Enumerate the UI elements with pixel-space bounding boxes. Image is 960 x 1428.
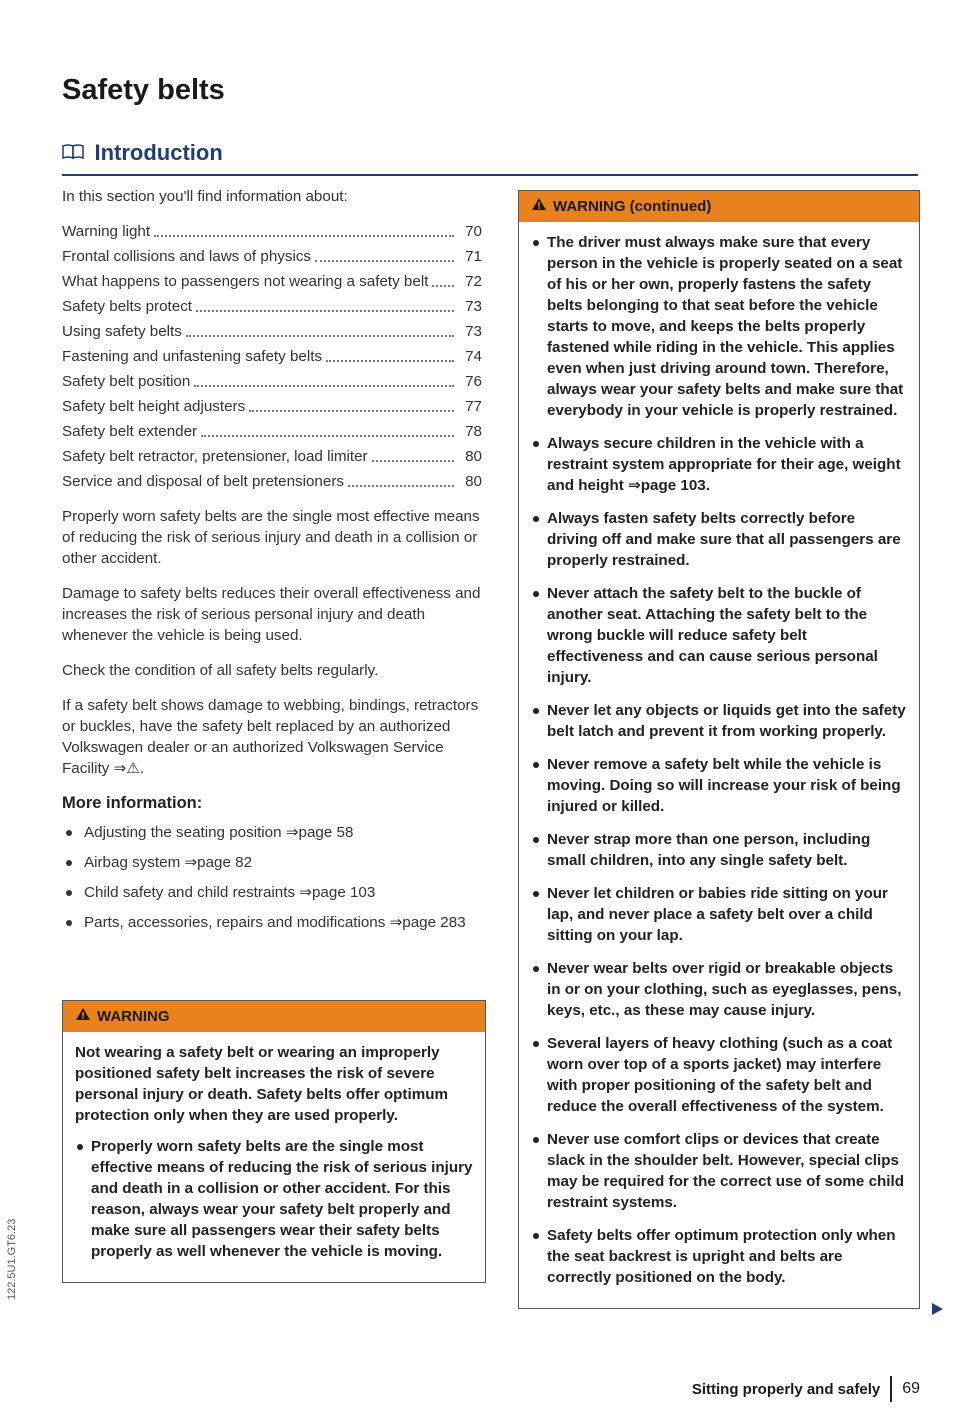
- warning-triangle-icon: [531, 196, 547, 217]
- warning-item: Never let any objects or liquids get into the safety belt latch and prevent it from working properly.: [531, 700, 907, 742]
- toc-list: [62, 221, 482, 492]
- toc-item[interactable]: What happens to passengers not wearing a safety belt 72: [62, 273, 482, 290]
- page-footer: [620, 1376, 920, 1402]
- warning-header: [519, 191, 919, 222]
- toc-item[interactable]: Warning light 70: [62, 223, 482, 240]
- warning-item: Never remove a safety belt while the vehicle is moving. Doing so will increase your risk of being injured or killed.: [531, 754, 907, 817]
- book-icon: [62, 143, 84, 164]
- section-title: Introduction: [94, 140, 223, 165]
- more-info-item[interactable]: Child safety and child restraints ⇒page 103: [62, 882, 482, 903]
- more-info-item[interactable]: Adjusting the seating position ⇒page 58: [62, 822, 482, 843]
- toc-item[interactable]: Safety belt retractor, pretensioner, load limiter 80: [62, 448, 482, 465]
- warning-title: WARNING: [97, 1008, 170, 1025]
- warning-item: The driver must always make sure that every person in the vehicle is properly seated on a seat of his or her own, properly fastens the safety belts belonging to that seat before the vehicle starts to move, and keeps the belts properly fastened while riding in the vehicle. This applies even when just driving around town. Therefore, always wear your safety belts and make sure that everybody in your vehicle is properly restrained.: [531, 232, 907, 421]
- toc-item[interactable]: Using safety belts 73: [62, 323, 482, 340]
- side-code: 122.5U1.GT6.23: [6, 1218, 18, 1300]
- warning-item: Always secure children in the vehicle with a restraint system appropriate for their age, weight and height ⇒page 103.: [531, 433, 907, 496]
- toc-item[interactable]: Service and disposal of belt pretensioners 80: [62, 473, 482, 490]
- more-info-heading: More information:: [62, 794, 203, 812]
- warning-item: Always fasten safety belts correctly before driving off and make sure that all passengers are properly restrained.: [531, 508, 907, 571]
- body-paragraph: If a safety belt shows damage to webbing, bindings, retractors or buckles, have the safety belt replaced by an authorized Volkswagen dealer or an authorized Volkswagen Service Facility ⇒⚠.: [62, 697, 479, 777]
- left-column: [62, 186, 482, 942]
- footer-chapter: Sitting properly and safely: [691, 1380, 881, 1398]
- toc-item[interactable]: Frontal collisions and laws of physics 71: [62, 248, 482, 265]
- toc-item[interactable]: Safety belt extender 78: [62, 423, 482, 440]
- warning-item: Never wear belts over rigid or breakable objects in or on your clothing, such as eyeglasses, pens, keys, etc., as these may cause injury.: [531, 958, 907, 1021]
- toc-item[interactable]: Safety belts protect 73: [62, 298, 482, 315]
- warning-box-continued: [518, 190, 920, 1309]
- warning-item: Several layers of heavy clothing (such as a coat worn over top of a sports jacket) may interfere with proper positioning of the safety belt and reduce the overall effectiveness of the system.: [531, 1033, 907, 1117]
- more-info-item[interactable]: Parts, accessories, repairs and modifications ⇒page 283: [62, 912, 482, 933]
- more-info-item[interactable]: Airbag system ⇒page 82: [62, 852, 482, 873]
- toc-item[interactable]: Safety belt position 76: [62, 373, 482, 390]
- warning-triangle-icon: [75, 1006, 91, 1027]
- warning-item: Properly worn safety belts are the single most effective means of reducing the risk of serious injury and death in a collision or other accident. For this reason, always wear your safety belt properly and make sure all passengers wear their safety belts properly as well whenever the vehicle is moving.: [75, 1136, 473, 1262]
- warning-title: WARNING (continued): [553, 198, 712, 215]
- toc-item[interactable]: Fastening and unfastening safety belts 74: [62, 348, 482, 365]
- warning-intro: Not wearing a safety belt or wearing an improperly positioned safety belt increases the risk of severe personal injury or death. Safety belts offer optimum protection only when they are used properly.: [75, 1044, 448, 1124]
- warning-box: [62, 1000, 486, 1283]
- footer-page-number: 69: [902, 1380, 920, 1397]
- section-header: [62, 140, 918, 176]
- footer-divider: [890, 1376, 892, 1402]
- intro-text: In this section you'll find information about:: [62, 188, 348, 205]
- warning-item: Safety belts offer optimum protection only when the seat backrest is upright and belts are correctly positioned on the body.: [531, 1225, 907, 1288]
- warning-item: Never use comfort clips or devices that create slack in the shoulder belt. However, special clips may be required for the correct use of some child restraint systems.: [531, 1129, 907, 1213]
- body-paragraph: Properly worn safety belts are the single most effective means of reducing the risk of serious injury and death in a collision or other accident.: [62, 508, 480, 567]
- warning-item: Never let children or babies ride sitting on your lap, and never place a safety belt over a child sitting on your lap.: [531, 883, 907, 946]
- warning-item: Never attach the safety belt to the buckle of another seat. Attaching the safety belt to the wrong buckle will reduce safety belt effectiveness and can cause serious personal injury.: [531, 583, 907, 688]
- body-paragraph: Damage to safety belts reduces their overall effectiveness and increases the risk of serious personal injury and death whenever the vehicle is being used.: [62, 585, 481, 644]
- more-info-list: [62, 822, 482, 933]
- warning-item: Never strap more than one person, including small children, into any single safety belt.: [531, 829, 907, 871]
- toc-item[interactable]: Safety belt height adjusters 77: [62, 398, 482, 415]
- warning-header: [63, 1001, 485, 1032]
- page-title: Safety belts: [62, 74, 225, 106]
- body-paragraph: Check the condition of all safety belts regularly.: [62, 662, 379, 679]
- continue-arrow-icon: [930, 1302, 944, 1321]
